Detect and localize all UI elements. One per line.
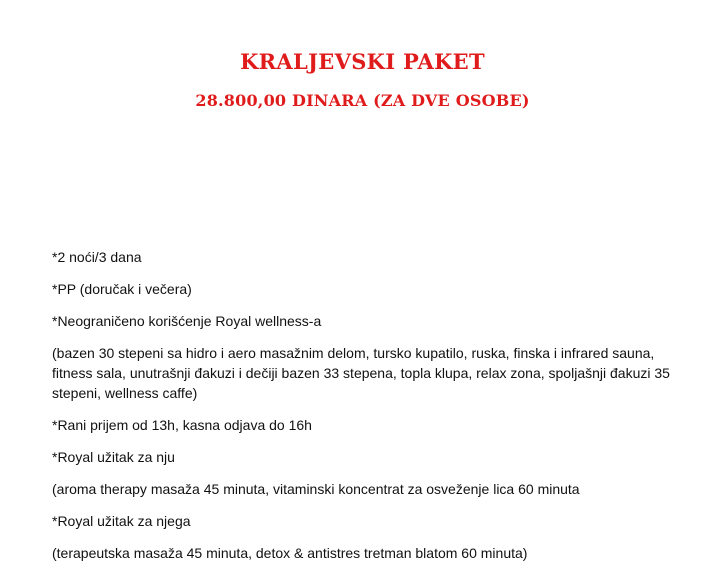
detail-nights: *2 noći/3 dana <box>52 249 142 265</box>
detail-wellness: *Neograničeno korišćenje Royal wellness-a <box>52 313 322 329</box>
detail-treat-her-description: (aroma therapy masaža 45 minuta, vitaminski koncentrat za osveženje lica 60 minuta <box>52 481 580 497</box>
detail-wellness-description: (bazen 30 stepeni sa hidro i aero masažnim delom, tursko kupatilo, ruska, finska i infrared sauna, fitness sala, unutrašnji đakuzi i dečiji bazen 33 stepena, topla klupa, relax zona, spoljašnji đakuzi 35 stepeni, wellness caffe) <box>52 345 670 401</box>
detail-treat-him-description: (terapeutska masaža 45 minuta, detox & antistres tretman blatom 60 minuta) <box>52 545 528 561</box>
package-title: KRALJEVSKI PAKET <box>240 49 485 74</box>
detail-board: *PP (doručak i večera) <box>52 281 192 297</box>
detail-treat-her: *Royal užitak za nju <box>52 449 175 465</box>
detail-treat-him: *Royal užitak za njega <box>52 513 191 529</box>
detail-checkin-checkout: *Rani prijem od 13h, kasna odjava do 16h <box>52 417 312 433</box>
package-details <box>52 247 692 575</box>
package-price: 28.800,00 DINARA (ZA DVE OSOBE) <box>195 91 530 110</box>
